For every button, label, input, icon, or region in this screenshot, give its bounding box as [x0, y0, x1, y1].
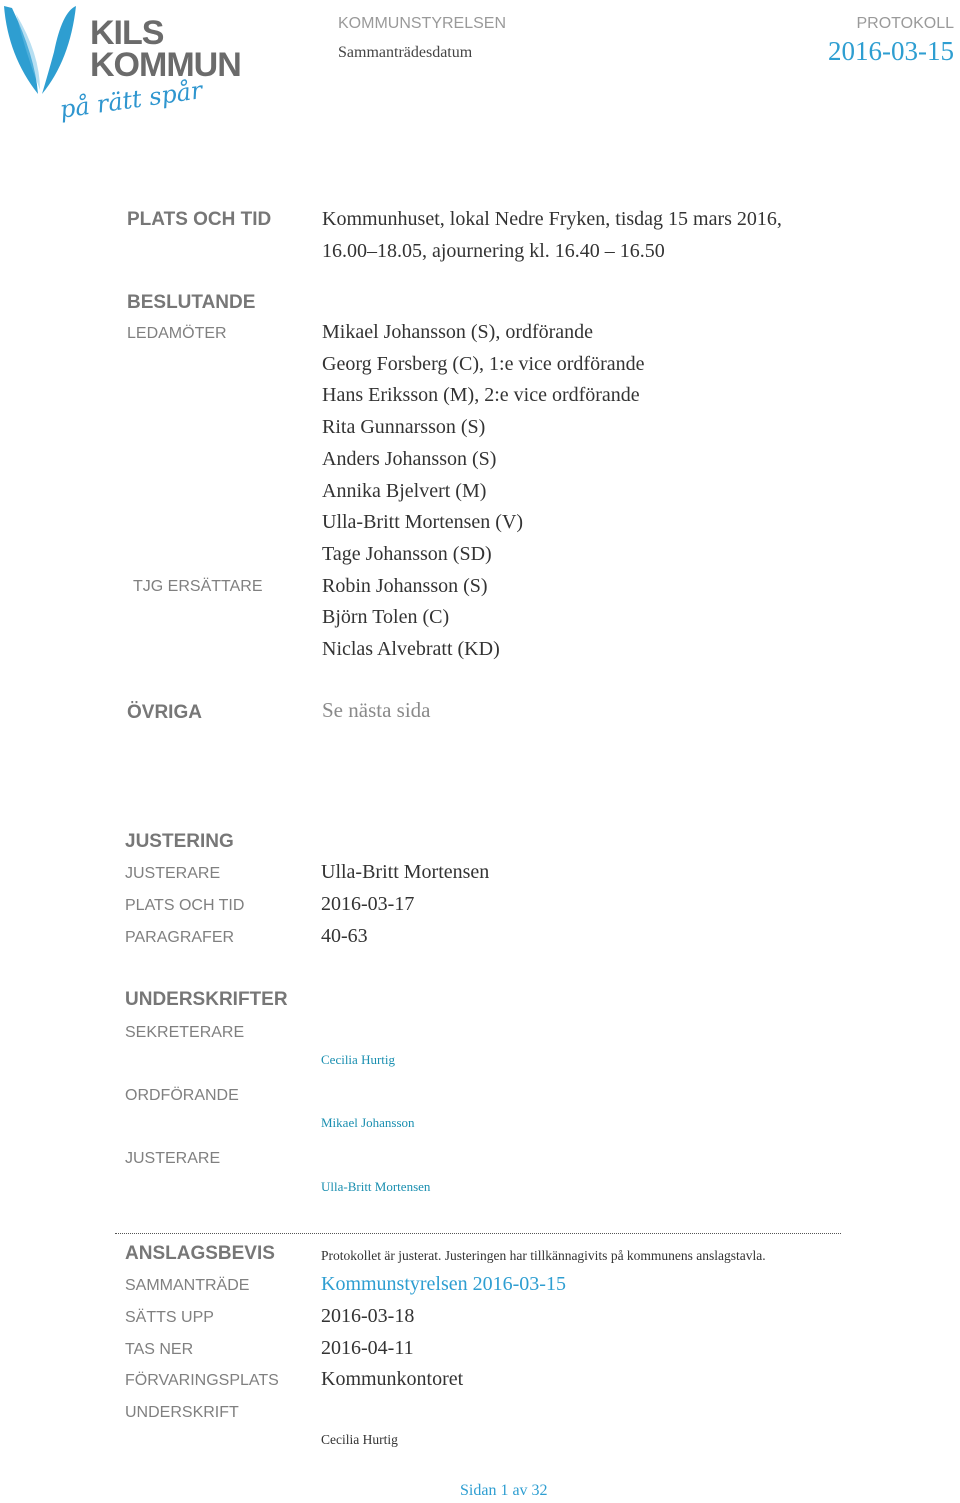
justerare-value: Ulla-Britt Mortensen: [321, 861, 490, 883]
ledamot-item: Tage Johansson (SD): [322, 542, 492, 565]
satts-upp-value: 2016-03-18: [321, 1305, 415, 1327]
ledamoter-list: [322, 317, 645, 666]
forvaringsplats-value: Kommunkontoret: [321, 1368, 464, 1390]
ledamot-item: Georg Forsberg (C), 1:e vice ordförande: [322, 352, 645, 375]
justering-plats-value: 2016-03-17: [321, 893, 415, 915]
anslagsbevis-heading: ANSLAGSBEVIS: [125, 1243, 275, 1264]
page-number: Sidan 1 av 32: [460, 1482, 548, 1499]
sekreterare-label: SEKRETERARE: [125, 1024, 245, 1041]
ordforande-name: Mikael Johansson: [321, 1115, 415, 1130]
ledamot-item: Ulla-Britt Mortensen (V): [322, 511, 524, 534]
plats-och-tid-heading: PLATS OCH TID: [127, 209, 272, 230]
paragrafer-value: 40-63: [321, 925, 368, 947]
meeting-date: 2016-03-15: [828, 36, 954, 66]
ersattare-item: Björn Tolen (C): [322, 606, 450, 629]
justering-plats-label: PLATS OCH TID: [125, 897, 245, 914]
ersattare-item: Robin Johansson (S): [322, 574, 488, 597]
paragrafer-label: PARAGRAFER: [125, 929, 235, 946]
sammantrade-value: Kommunstyrelsen 2016-03-15: [321, 1273, 566, 1295]
sammantrade-label: SAMMANTRÄDE: [125, 1277, 250, 1294]
satts-upp-label: SÄTTS UPP: [125, 1309, 214, 1326]
ovriga-value: Se nästa sida: [322, 698, 431, 722]
justerare-label: JUSTERARE: [125, 865, 221, 882]
ledamot-item: Mikael Johansson (S), ordförande: [322, 321, 594, 343]
plats-line-1: Kommunhuset, lokal Nedre Fryken, tisdag 15 mars 2016,: [322, 208, 782, 230]
ovriga-heading: ÖVRIGA: [127, 702, 202, 723]
underskrift-justerare-name: Ulla-Britt Mortensen: [321, 1179, 431, 1194]
plats-line-2: 16.00–18.05, ajournering kl. 16.40 – 16.50: [322, 239, 665, 262]
doc-type: PROTOKOLL: [856, 15, 954, 32]
anslagsbevis-note: Protokollet är justerat. Justeringen har tillkännagivits på kommunens anslagstavla.: [321, 1248, 766, 1263]
underskrifter-heading: UNDERSKRIFTER: [125, 989, 288, 1010]
underskrift-justerare-label: JUSTERARE: [125, 1150, 221, 1167]
beslutande-heading: BESLUTANDE: [127, 292, 256, 313]
ledamot-item: Annika Bjelvert (M): [322, 479, 487, 502]
logo-v-mark-icon: [2, 4, 78, 96]
ledamot-item: Anders Johansson (S): [322, 447, 497, 470]
ersattare-item: Niclas Alvebratt (KD): [322, 638, 500, 661]
forvaringsplats-label: FÖRVARINGSPLATS: [125, 1372, 279, 1389]
logo-tagline: på rätt spår: [58, 76, 205, 124]
kils-kommun-logo: [2, 4, 242, 139]
underskrift-name: Cecilia Hurtig: [321, 1432, 398, 1447]
underskrift-label: UNDERSKRIFT: [125, 1404, 239, 1421]
ledamot-item: Rita Gunnarsson (S): [322, 416, 486, 439]
ledamot-item: Hans Eriksson (M), 2:e vice ordförande: [322, 384, 640, 407]
plats-och-tid-value: [322, 204, 782, 267]
tjg-ersattare-label: TJG ERSÄTTARE: [133, 578, 263, 595]
tas-ner-label: TAS NER: [125, 1341, 194, 1358]
section-divider: [115, 1233, 841, 1234]
tas-ner-value: 2016-04-11: [321, 1337, 414, 1359]
justering-heading: JUSTERING: [125, 831, 234, 852]
board-name: KOMMUNSTYRELSEN: [338, 15, 507, 32]
ordforande-label: ORDFÖRANDE: [125, 1087, 239, 1104]
logo-text-kils: KILS: [90, 14, 164, 52]
sekreterare-name: Cecilia Hurtig: [321, 1052, 396, 1067]
ledamoter-label: LEDAMÖTER: [127, 325, 227, 342]
logo-text-kommun: KOMMUN: [90, 46, 241, 84]
date-label: Sammanträdesdatum: [338, 44, 473, 61]
